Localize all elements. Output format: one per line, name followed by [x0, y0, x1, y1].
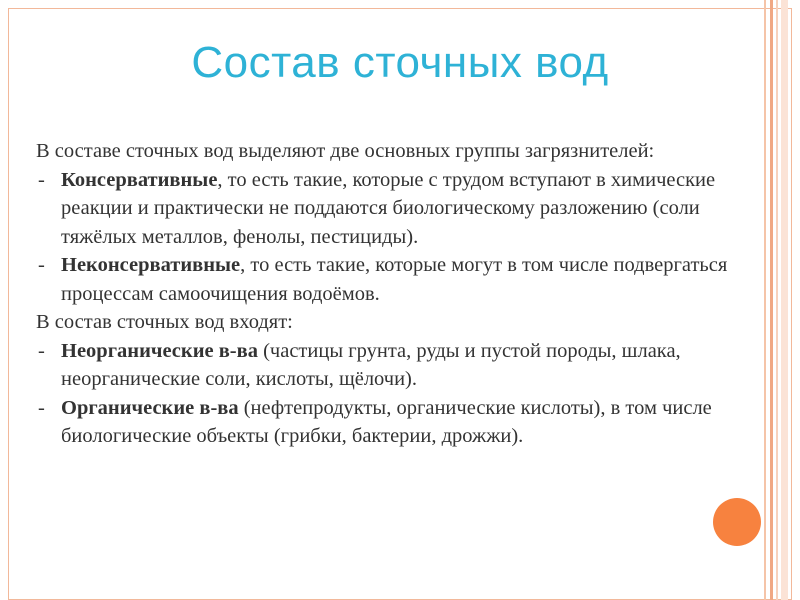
- dash-bullet: -: [38, 396, 45, 419]
- list-item: [36, 251, 776, 308]
- decor-stripe: [776, 0, 778, 600]
- dash-bullet: -: [38, 339, 45, 362]
- term-description: (нефтепродукты, органические кислоты), в том числе биологические объекты (грибки, бактерии, дрожжи).: [61, 396, 712, 447]
- slide-title: Состав сточных вод: [191, 38, 609, 87]
- term-label: Органические в-ва: [61, 396, 239, 419]
- term-description: , то есть такие, которые могут в том числе подвергаться процессам самоочищения водоёмов.: [61, 254, 728, 305]
- decor-stripe: [781, 0, 788, 600]
- composition-intro: В состав сточных вод входят:: [36, 311, 293, 333]
- list-item: [36, 337, 776, 394]
- slide-body: [36, 137, 776, 451]
- list-item: [36, 394, 776, 451]
- term-label: Неорганические в-ва: [61, 339, 258, 362]
- dash-bullet: -: [38, 168, 45, 191]
- dash-bullet: -: [38, 254, 45, 276]
- intro-text: В составе сточных вод выделяют две основных группы загрязнителей:: [36, 140, 655, 162]
- list-item: [36, 166, 776, 252]
- term-label: Неконсервативные: [61, 254, 241, 276]
- term-description: , то есть такие, которые с трудом вступают в химические реакции и практически не поддаются биологическому разложению (соли тяжёлых металлов, фенолы, пестициды).: [61, 168, 716, 248]
- orange-circle-decoration: [713, 498, 761, 546]
- term-description: (частицы грунта, руды и пустой породы, шлака, неорганические соли, кислоты, щёлочи).: [61, 339, 681, 390]
- term-label: Консервативные: [61, 168, 218, 191]
